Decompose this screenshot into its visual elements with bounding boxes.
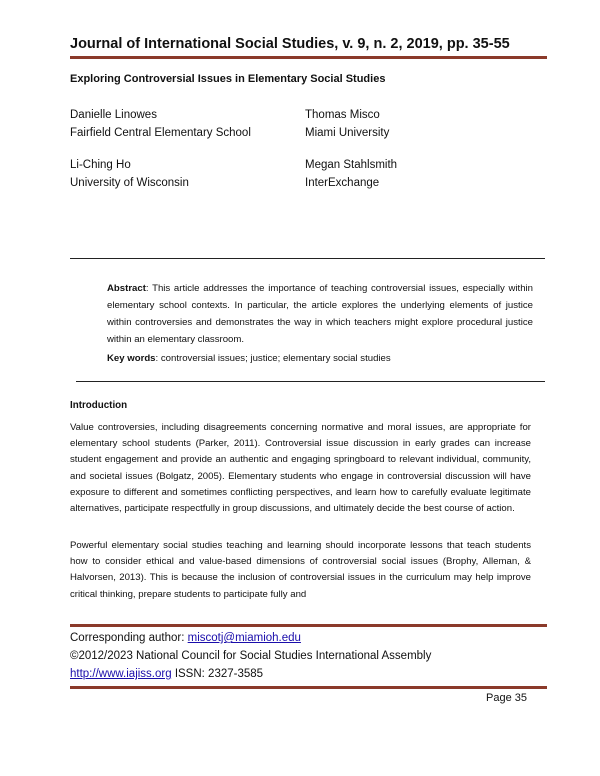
author-affiliation: University of Wisconsin bbox=[70, 177, 189, 189]
page-number: Page 35 bbox=[486, 692, 527, 704]
abstract-top-rule bbox=[70, 258, 545, 259]
footer-rule bbox=[70, 624, 547, 627]
author-block-4 bbox=[305, 156, 397, 192]
journal-info bbox=[70, 668, 263, 680]
body-paragraph-1: Value controversies, including disagreements concerning normative and moral issues, are appropriate for elementary school students (Parker, 2011). Controversial issue discussion in early grades can increase student engagement and provide an authentic and engaging springboard to relevant individual, community, and societal issues (Bolgatz, 2005). Elementary students who engage in controversial discussion will have exposure to different and sometimes conflicting perspectives, and learn how to carefully evaluate legitimate alternatives, participate respectfully in group discussions, and ultimately decide the best course of action. bbox=[70, 422, 531, 515]
author-name: Megan Stahlsmith bbox=[305, 159, 398, 171]
journal-header: Journal of International Social Studies, v. 9, n. 2, 2019, pp. 35-55 bbox=[70, 36, 510, 52]
abstract-bottom-rule bbox=[76, 381, 545, 382]
abstract-text: : This article addresses the importance of teaching controversial issues, especially within elementary school contexts. In particular, the article explores the underlying elements of justice within controversies and demonstrates the way in which teachers might explore procedural justice within an elementary classroom. bbox=[107, 283, 533, 345]
author-name: Thomas Misco bbox=[305, 109, 380, 121]
issn: ISSN: 2327-3585 bbox=[171, 668, 264, 680]
keywords bbox=[107, 350, 533, 367]
abstract-label: Abstract bbox=[107, 283, 146, 294]
author-block-1 bbox=[70, 106, 251, 142]
keywords-text: : controversial issues; justice; elementary social studies bbox=[155, 353, 391, 364]
footer-rule-bottom bbox=[70, 686, 547, 689]
section-heading: Introduction bbox=[70, 400, 128, 411]
body-paragraph-2: Powerful elementary social studies teaching and learning should incorporate lessons that teach students how to consider ethical and value-based dimensions of controversial social issues (Brophy, Alleman, & Halvorsen, 2013). This is because the inclusion of controversial issues in the curriculum may help improve critical thinking, prepare students to participate fully and bbox=[70, 540, 531, 600]
corresponding-author bbox=[70, 632, 301, 644]
corresponding-email-link[interactable]: miscotj@miamioh.edu bbox=[187, 632, 301, 644]
author-name: Li-Ching Ho bbox=[70, 159, 131, 171]
abstract bbox=[107, 280, 533, 348]
author-affiliation: InterExchange bbox=[305, 177, 380, 189]
corresponding-label: Corresponding author: bbox=[70, 632, 188, 644]
keywords-label: Key words bbox=[107, 353, 156, 364]
author-affiliation: Miami University bbox=[305, 127, 390, 139]
author-affiliation: Fairfield Central Elementary School bbox=[70, 127, 251, 139]
copyright: ©2012/2023 National Council for Social Studies International Assembly bbox=[70, 650, 432, 662]
author-name: Danielle Linowes bbox=[70, 109, 157, 121]
author-block-2 bbox=[305, 106, 389, 142]
journal-url-link[interactable]: http://www.iajiss.org bbox=[70, 668, 172, 680]
article-title: Exploring Controversial Issues in Elementary Social Studies bbox=[70, 73, 386, 85]
author-block-3 bbox=[70, 156, 189, 192]
header-rule bbox=[70, 56, 547, 59]
